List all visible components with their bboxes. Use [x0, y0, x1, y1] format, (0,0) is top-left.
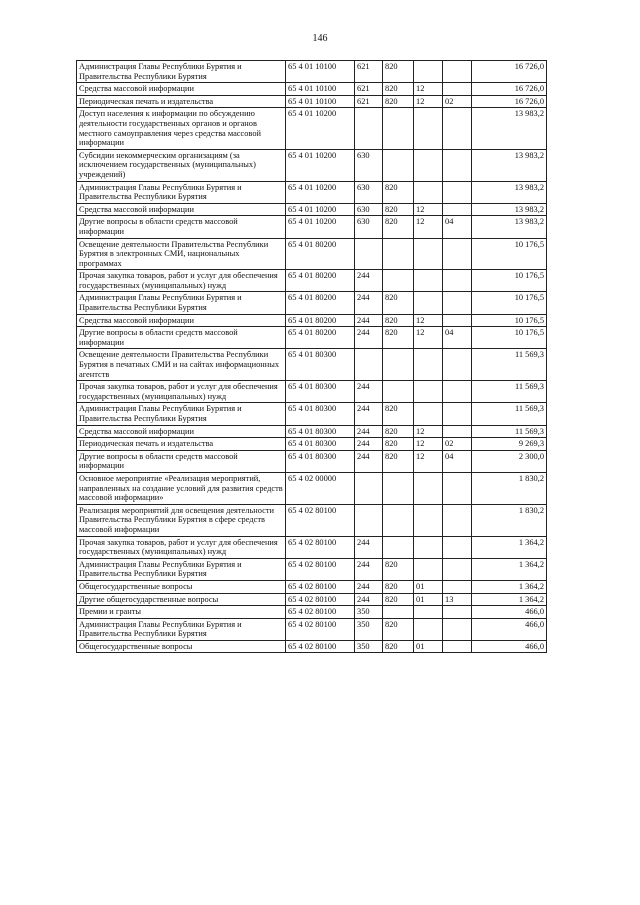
subsection-cell: 02 [443, 438, 472, 451]
section-cell: 12 [414, 438, 443, 451]
expense-type-cell: 244 [355, 403, 383, 425]
section-cell: 12 [414, 450, 443, 472]
department-cell: 820 [383, 327, 414, 349]
target-code-cell: 65 4 01 10200 [286, 108, 355, 149]
department-cell: 820 [383, 640, 414, 653]
amount-cell: 1 364,2 [472, 580, 547, 593]
department-cell: 820 [383, 314, 414, 327]
row-name-cell: Администрация Главы Республики Бурятия и Правительства Республики Бурятия [77, 292, 286, 314]
subsection-cell [443, 349, 472, 381]
table-row [77, 606, 547, 619]
table-row [77, 149, 547, 181]
row-name-cell: Периодическая печать и издательства [77, 438, 286, 451]
amount-cell: 13 983,2 [472, 149, 547, 181]
department-cell: 820 [383, 580, 414, 593]
row-name-cell: Общегосударственные вопросы [77, 580, 286, 593]
row-name-cell: Доступ населения к информации по обсуждению деятельности государственных органов и органов местного самоуправления через средства массовой информации [77, 108, 286, 149]
expense-type-cell: 350 [355, 640, 383, 653]
table-row [77, 181, 547, 203]
section-cell [414, 606, 443, 619]
section-cell [414, 238, 443, 270]
target-code-cell: 65 4 01 10200 [286, 181, 355, 203]
target-code-cell: 65 4 01 80200 [286, 327, 355, 349]
section-cell [414, 108, 443, 149]
expense-type-cell: 244 [355, 425, 383, 438]
target-code-cell: 65 4 01 10100 [286, 83, 355, 96]
section-cell: 12 [414, 327, 443, 349]
subsection-cell [443, 149, 472, 181]
target-code-cell: 65 4 01 10200 [286, 216, 355, 238]
target-code-cell: 65 4 02 80100 [286, 558, 355, 580]
target-code-cell: 65 4 01 80300 [286, 381, 355, 403]
expense-type-cell: 621 [355, 61, 383, 83]
row-name-cell: Администрация Главы Республики Бурятия и Правительства Республики Бурятия [77, 403, 286, 425]
department-cell: 820 [383, 618, 414, 640]
expense-type-cell: 244 [355, 381, 383, 403]
row-name-cell: Премии и гранты [77, 606, 286, 619]
table-row [77, 450, 547, 472]
section-cell: 12 [414, 216, 443, 238]
table-row [77, 314, 547, 327]
expense-type-cell: 630 [355, 149, 383, 181]
target-code-cell: 65 4 01 80300 [286, 438, 355, 451]
row-name-cell: Администрация Главы Республики Бурятия и Правительства Республики Бурятия [77, 181, 286, 203]
subsection-cell [443, 425, 472, 438]
amount-cell: 16 726,0 [472, 61, 547, 83]
target-code-cell: 65 4 02 00000 [286, 472, 355, 504]
department-cell [383, 536, 414, 558]
subsection-cell: 04 [443, 450, 472, 472]
amount-cell: 466,0 [472, 618, 547, 640]
expense-type-cell: 244 [355, 438, 383, 451]
table-row [77, 83, 547, 96]
subsection-cell [443, 580, 472, 593]
expense-type-cell: 244 [355, 292, 383, 314]
department-cell [383, 504, 414, 536]
department-cell: 820 [383, 558, 414, 580]
target-code-cell: 65 4 02 80100 [286, 536, 355, 558]
section-cell [414, 381, 443, 403]
row-name-cell: Основное мероприятие «Реализация мероприятий, направленных на создание условий для развития средств массовой информации» [77, 472, 286, 504]
row-name-cell: Администрация Главы Республики Бурятия и Правительства Республики Бурятия [77, 61, 286, 83]
amount-cell: 13 983,2 [472, 181, 547, 203]
amount-cell: 16 726,0 [472, 95, 547, 108]
expense-type-cell [355, 349, 383, 381]
subsection-cell [443, 203, 472, 216]
subsection-cell: 13 [443, 593, 472, 606]
target-code-cell: 65 4 01 80200 [286, 314, 355, 327]
expense-type-cell [355, 108, 383, 149]
department-cell [383, 349, 414, 381]
row-name-cell: Другие вопросы в области средств массовой информации [77, 450, 286, 472]
subsection-cell [443, 292, 472, 314]
section-cell: 01 [414, 580, 443, 593]
table-row [77, 640, 547, 653]
row-name-cell: Средства массовой информации [77, 425, 286, 438]
table-row [77, 381, 547, 403]
department-cell [383, 606, 414, 619]
subsection-cell [443, 83, 472, 96]
table-row [77, 593, 547, 606]
amount-cell: 11 569,3 [472, 381, 547, 403]
row-name-cell: Другие общегосударственные вопросы [77, 593, 286, 606]
expense-type-cell: 244 [355, 536, 383, 558]
table-row [77, 95, 547, 108]
amount-cell: 10 176,5 [472, 327, 547, 349]
expense-type-cell [355, 504, 383, 536]
department-cell: 820 [383, 83, 414, 96]
table-row [77, 558, 547, 580]
expense-type-cell: 244 [355, 327, 383, 349]
target-code-cell: 65 4 01 80200 [286, 238, 355, 270]
amount-cell: 11 569,3 [472, 349, 547, 381]
subsection-cell [443, 618, 472, 640]
row-name-cell: Субсидии некоммерческим организациям (за исключением государственных (муниципальных) учреждений) [77, 149, 286, 181]
department-cell [383, 149, 414, 181]
table-row [77, 618, 547, 640]
target-code-cell: 65 4 01 10200 [286, 203, 355, 216]
department-cell: 820 [383, 216, 414, 238]
amount-cell: 10 176,5 [472, 238, 547, 270]
table-row [77, 292, 547, 314]
amount-cell: 13 983,2 [472, 216, 547, 238]
department-cell: 820 [383, 593, 414, 606]
page-number: 146 [312, 33, 328, 44]
section-cell [414, 349, 443, 381]
target-code-cell: 65 4 01 80300 [286, 450, 355, 472]
department-cell [383, 381, 414, 403]
section-cell [414, 61, 443, 83]
amount-cell: 466,0 [472, 606, 547, 619]
amount-cell: 9 269,3 [472, 438, 547, 451]
subsection-cell [443, 536, 472, 558]
table-row [77, 472, 547, 504]
target-code-cell: 65 4 01 10200 [286, 149, 355, 181]
row-name-cell: Прочая закупка товаров, работ и услуг для обеспечения государственных (муниципальных) нужд [77, 270, 286, 292]
target-code-cell: 65 4 02 80100 [286, 580, 355, 593]
row-name-cell: Средства массовой информации [77, 314, 286, 327]
table-row [77, 327, 547, 349]
amount-cell: 11 569,3 [472, 425, 547, 438]
subsection-cell [443, 181, 472, 203]
subsection-cell [443, 640, 472, 653]
department-cell [383, 108, 414, 149]
table-row [77, 425, 547, 438]
subsection-cell [443, 108, 472, 149]
target-code-cell: 65 4 01 80200 [286, 292, 355, 314]
row-name-cell: Другие вопросы в области средств массовой информации [77, 216, 286, 238]
row-name-cell: Прочая закупка товаров, работ и услуг для обеспечения государственных (муниципальных) нужд [77, 536, 286, 558]
target-code-cell: 65 4 01 80300 [286, 349, 355, 381]
expense-type-cell: 350 [355, 618, 383, 640]
row-name-cell: Администрация Главы Республики Бурятия и Правительства Республики Бурятия [77, 558, 286, 580]
amount-cell: 1 364,2 [472, 593, 547, 606]
expense-type-cell: 244 [355, 558, 383, 580]
table-row [77, 403, 547, 425]
department-cell: 820 [383, 292, 414, 314]
amount-cell: 466,0 [472, 640, 547, 653]
row-name-cell: Средства массовой информации [77, 83, 286, 96]
subsection-cell [443, 403, 472, 425]
row-name-cell: Освещение деятельности Правительства Республики Бурятия в электронных СМИ, национальных программах [77, 238, 286, 270]
table-row [77, 536, 547, 558]
amount-cell: 16 726,0 [472, 83, 547, 96]
subsection-cell [443, 314, 472, 327]
row-name-cell: Периодическая печать и издательства [77, 95, 286, 108]
department-cell: 820 [383, 450, 414, 472]
amount-cell: 11 569,3 [472, 403, 547, 425]
amount-cell: 13 983,2 [472, 203, 547, 216]
section-cell: 12 [414, 314, 443, 327]
section-cell [414, 270, 443, 292]
department-cell: 820 [383, 95, 414, 108]
department-cell: 820 [383, 438, 414, 451]
expense-type-cell: 244 [355, 580, 383, 593]
amount-cell: 1 830,2 [472, 504, 547, 536]
table-row [77, 203, 547, 216]
section-cell: 12 [414, 83, 443, 96]
expense-type-cell: 621 [355, 83, 383, 96]
subsection-cell [443, 472, 472, 504]
target-code-cell: 65 4 01 10100 [286, 61, 355, 83]
subsection-cell [443, 381, 472, 403]
table-row [77, 438, 547, 451]
row-name-cell: Другие вопросы в области средств массовой информации [77, 327, 286, 349]
target-code-cell: 65 4 02 80100 [286, 593, 355, 606]
amount-cell: 2 300,0 [472, 450, 547, 472]
expense-type-cell: 630 [355, 181, 383, 203]
expense-type-cell: 244 [355, 314, 383, 327]
subsection-cell: 04 [443, 327, 472, 349]
target-code-cell: 65 4 02 80100 [286, 618, 355, 640]
section-cell: 12 [414, 95, 443, 108]
section-cell [414, 403, 443, 425]
table-row [77, 270, 547, 292]
budget-table-body [77, 61, 547, 653]
amount-cell: 1 364,2 [472, 536, 547, 558]
amount-cell: 1 830,2 [472, 472, 547, 504]
row-name-cell: Прочая закупка товаров, работ и услуг для обеспечения государственных (муниципальных) нужд [77, 381, 286, 403]
section-cell [414, 149, 443, 181]
department-cell: 820 [383, 425, 414, 438]
expense-type-cell: 630 [355, 216, 383, 238]
section-cell [414, 558, 443, 580]
expense-type-cell: 244 [355, 270, 383, 292]
row-name-cell: Администрация Главы Республики Бурятия и Правительства Республики Бурятия [77, 618, 286, 640]
target-code-cell: 65 4 01 80300 [286, 425, 355, 438]
section-cell [414, 536, 443, 558]
section-cell [414, 504, 443, 536]
target-code-cell: 65 4 02 80100 [286, 640, 355, 653]
target-code-cell: 65 4 02 80100 [286, 504, 355, 536]
department-cell: 820 [383, 181, 414, 203]
department-cell: 820 [383, 203, 414, 216]
department-cell [383, 472, 414, 504]
row-name-cell: Освещение деятельности Правительства Республики Бурятия в печатных СМИ и на сайтах информационных агентств [77, 349, 286, 381]
expense-type-cell: 350 [355, 606, 383, 619]
table-row [77, 61, 547, 83]
target-code-cell: 65 4 01 80200 [286, 270, 355, 292]
row-name-cell: Общегосударственные вопросы [77, 640, 286, 653]
amount-cell: 10 176,5 [472, 292, 547, 314]
table-row [77, 238, 547, 270]
department-cell: 820 [383, 403, 414, 425]
table-row [77, 504, 547, 536]
section-cell: 12 [414, 425, 443, 438]
subsection-cell [443, 558, 472, 580]
department-cell: 820 [383, 61, 414, 83]
expense-type-cell [355, 238, 383, 270]
table-row [77, 216, 547, 238]
amount-cell: 1 364,2 [472, 558, 547, 580]
section-cell [414, 618, 443, 640]
subsection-cell [443, 504, 472, 536]
target-code-cell: 65 4 02 80100 [286, 606, 355, 619]
expense-type-cell [355, 472, 383, 504]
row-name-cell: Средства массовой информации [77, 203, 286, 216]
subsection-cell: 02 [443, 95, 472, 108]
subsection-cell [443, 61, 472, 83]
expense-type-cell: 621 [355, 95, 383, 108]
subsection-cell [443, 270, 472, 292]
row-name-cell: Реализация мероприятий для освещения деятельности Правительства Республики Бурятия в сфере средств массовой информации [77, 504, 286, 536]
amount-cell: 10 176,5 [472, 270, 547, 292]
department-cell [383, 238, 414, 270]
subsection-cell [443, 238, 472, 270]
section-cell: 01 [414, 593, 443, 606]
expense-type-cell: 630 [355, 203, 383, 216]
budget-table [76, 60, 547, 653]
expense-type-cell: 244 [355, 593, 383, 606]
section-cell: 12 [414, 203, 443, 216]
subsection-cell [443, 606, 472, 619]
section-cell [414, 472, 443, 504]
amount-cell: 13 983,2 [472, 108, 547, 149]
target-code-cell: 65 4 01 80300 [286, 403, 355, 425]
expense-type-cell: 244 [355, 450, 383, 472]
table-row [77, 108, 547, 149]
amount-cell: 10 176,5 [472, 314, 547, 327]
table-row [77, 580, 547, 593]
section-cell [414, 292, 443, 314]
section-cell: 01 [414, 640, 443, 653]
subsection-cell: 04 [443, 216, 472, 238]
department-cell [383, 270, 414, 292]
table-row [77, 349, 547, 381]
target-code-cell: 65 4 01 10100 [286, 95, 355, 108]
section-cell [414, 181, 443, 203]
